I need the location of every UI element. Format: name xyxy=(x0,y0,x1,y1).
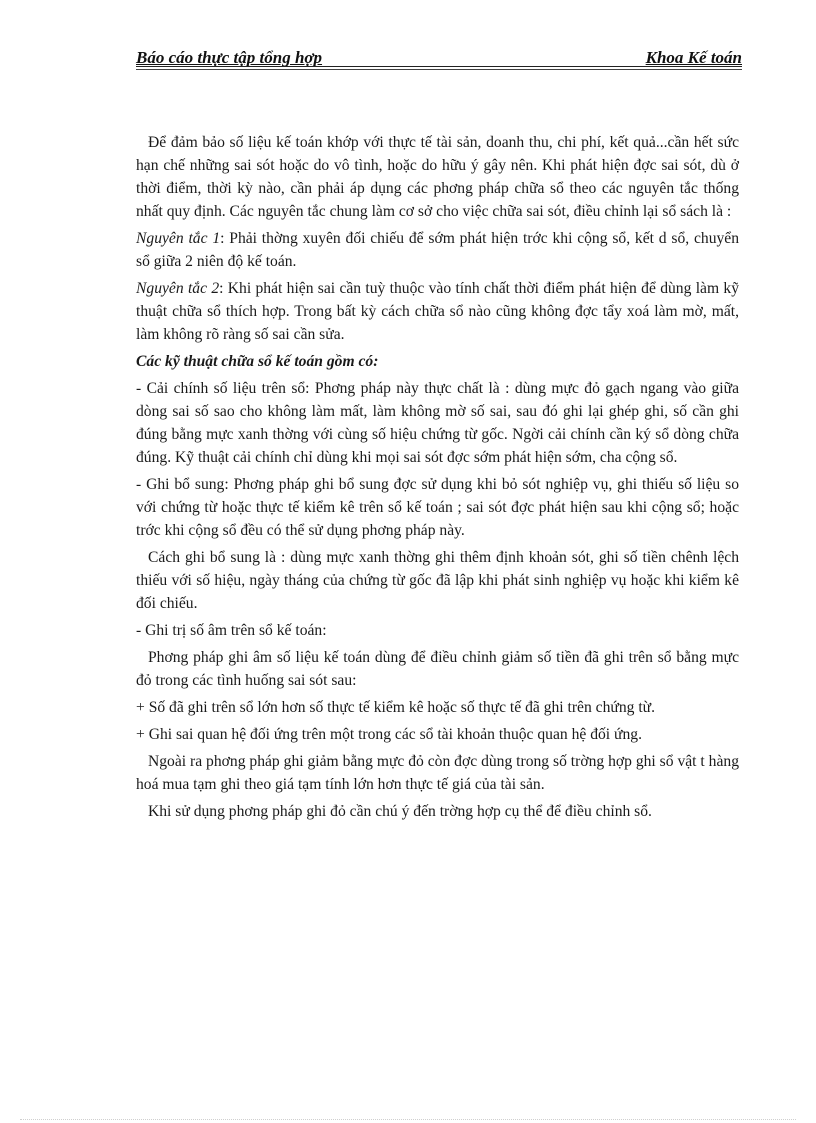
principle-1-label: Nguyên tắc 1 xyxy=(136,230,221,247)
paragraph-negative-entry: - Ghi trị số âm trên sổ kế toán: xyxy=(136,622,327,639)
paragraph-case-1: + Số đã ghi trên sổ lớn hơn số thực tế kiểm kê hoặc số thực tế đã ghi trên chứng từ. xyxy=(136,699,656,716)
header-rule-secondary xyxy=(136,69,742,70)
page-header xyxy=(136,48,742,68)
paragraph-correction: - Cải chính số liệu trên sổ: Phơng pháp này thực chất là : dùng mực đỏ gạch ngang vào giữa dòng sai số sao cho không làm mất, làm không mờ số sai, sau đó ghi lại ghép ghi, số cần ghi đúng bằng mực xanh thờng với cùng số hiệu chứng từ gốc. Ngời cải chính cần ký sổ dòng chữa đúng. Kỹ thuật cải chính chỉ dùng khi mọi sai sót đợc sớm phát hiện sớm, cha cộng sổ. xyxy=(136,380,739,466)
footer-dotted-line xyxy=(20,1119,796,1120)
paragraph-supplement-method: Cách ghi bổ sung là : dùng mực xanh thờng ghi thêm định khoản sót, ghi số tiền chênh lệch thiếu với số hiệu, ngày tháng của chứng từ gốc đã lập khi phát sinh nghiệp vụ hoặc khi kiểm kê đối chiếu. xyxy=(136,549,739,612)
paragraph-principle-2 xyxy=(136,277,739,346)
header-department: Khoa Kế toán xyxy=(645,48,742,67)
paragraph-closing: Khi sử dụng phơng pháp ghi đỏ cần chú ý đến trờng hợp cụ thể để điều chỉnh sổ. xyxy=(148,803,652,820)
paragraph-negative-method: Phơng pháp ghi âm số liệu kế toán dùng để điều chỉnh giảm số tiền đã ghi trên sổ bằng mực đỏ trong các tình huống sai sót sau: xyxy=(136,649,739,689)
principle-2-text: : Khi phát hiện sai cần tuỳ thuộc vào tính chất thời điểm phát hiện để dùng làm kỹ thuật chữa sổ thích hợp. Trong bất kỳ cách chữa sổ nào cũng không đợc tẩy xoá làm mờ, mất, làm không rõ ràng số sai cần sửa. xyxy=(136,280,739,343)
section-heading: Các kỹ thuật chữa sổ kế toán gồm có: xyxy=(136,353,379,370)
paragraph-additional: Ngoài ra phơng pháp ghi giảm bằng mực đỏ còn đợc dùng trong số trờng hợp ghi sổ vật t hàng hoá mua tạm ghi theo giá tạm tính lớn hơn thực tế giá của tài sản. xyxy=(136,753,739,793)
principle-1-text: : Phải thờng xuyên đối chiếu để sớm phát hiện trớc khi cộng sổ, kết d sổ, chuyển sổ giữa 2 niên độ kế toán. xyxy=(136,230,740,270)
paragraph-case-2: + Ghi sai quan hệ đối ứng trên một trong các sổ tài khoản thuộc quan hệ đối ứng. xyxy=(136,726,642,743)
header-rule xyxy=(136,66,742,67)
header-report-title: Báo cáo thực tập tổng hợp xyxy=(136,48,323,67)
paragraph-supplement: - Ghi bổ sung: Phơng pháp ghi bổ sung đợc sử dụng khi bỏ sót nghiệp vụ, ghi thiếu số liệu so với chứng từ hoặc thực tế kiểm kê trên sổ kế toán ; sai sót đợc phát hiện sau khi cộng sổ; hoặc trớc khi cộng sổ đều có thể sử dụng phơng pháp này. xyxy=(136,476,739,539)
principle-2-label: Nguyên tắc 2 xyxy=(136,280,220,297)
paragraph-principle-1 xyxy=(136,227,739,273)
document-body xyxy=(136,131,739,827)
paragraph-intro: Để đảm bảo số liệu kế toán khớp với thực tế tài sản, doanh thu, chi phí, kết quả...cần hết sức hạn chế những sai sót hoặc do vô tình, hoặc do hữu ý gây nên. Khi phát hiện đợc sai sót, dù ở thời điểm, thời kỳ nào, cần phải áp dụng các phơng pháp chữa sổ theo các nguyên tắc thống nhất quy định. Các nguyên tắc chung làm cơ sở cho việc chữa sai sót, điều chỉnh lại sổ sách là : xyxy=(136,134,739,220)
